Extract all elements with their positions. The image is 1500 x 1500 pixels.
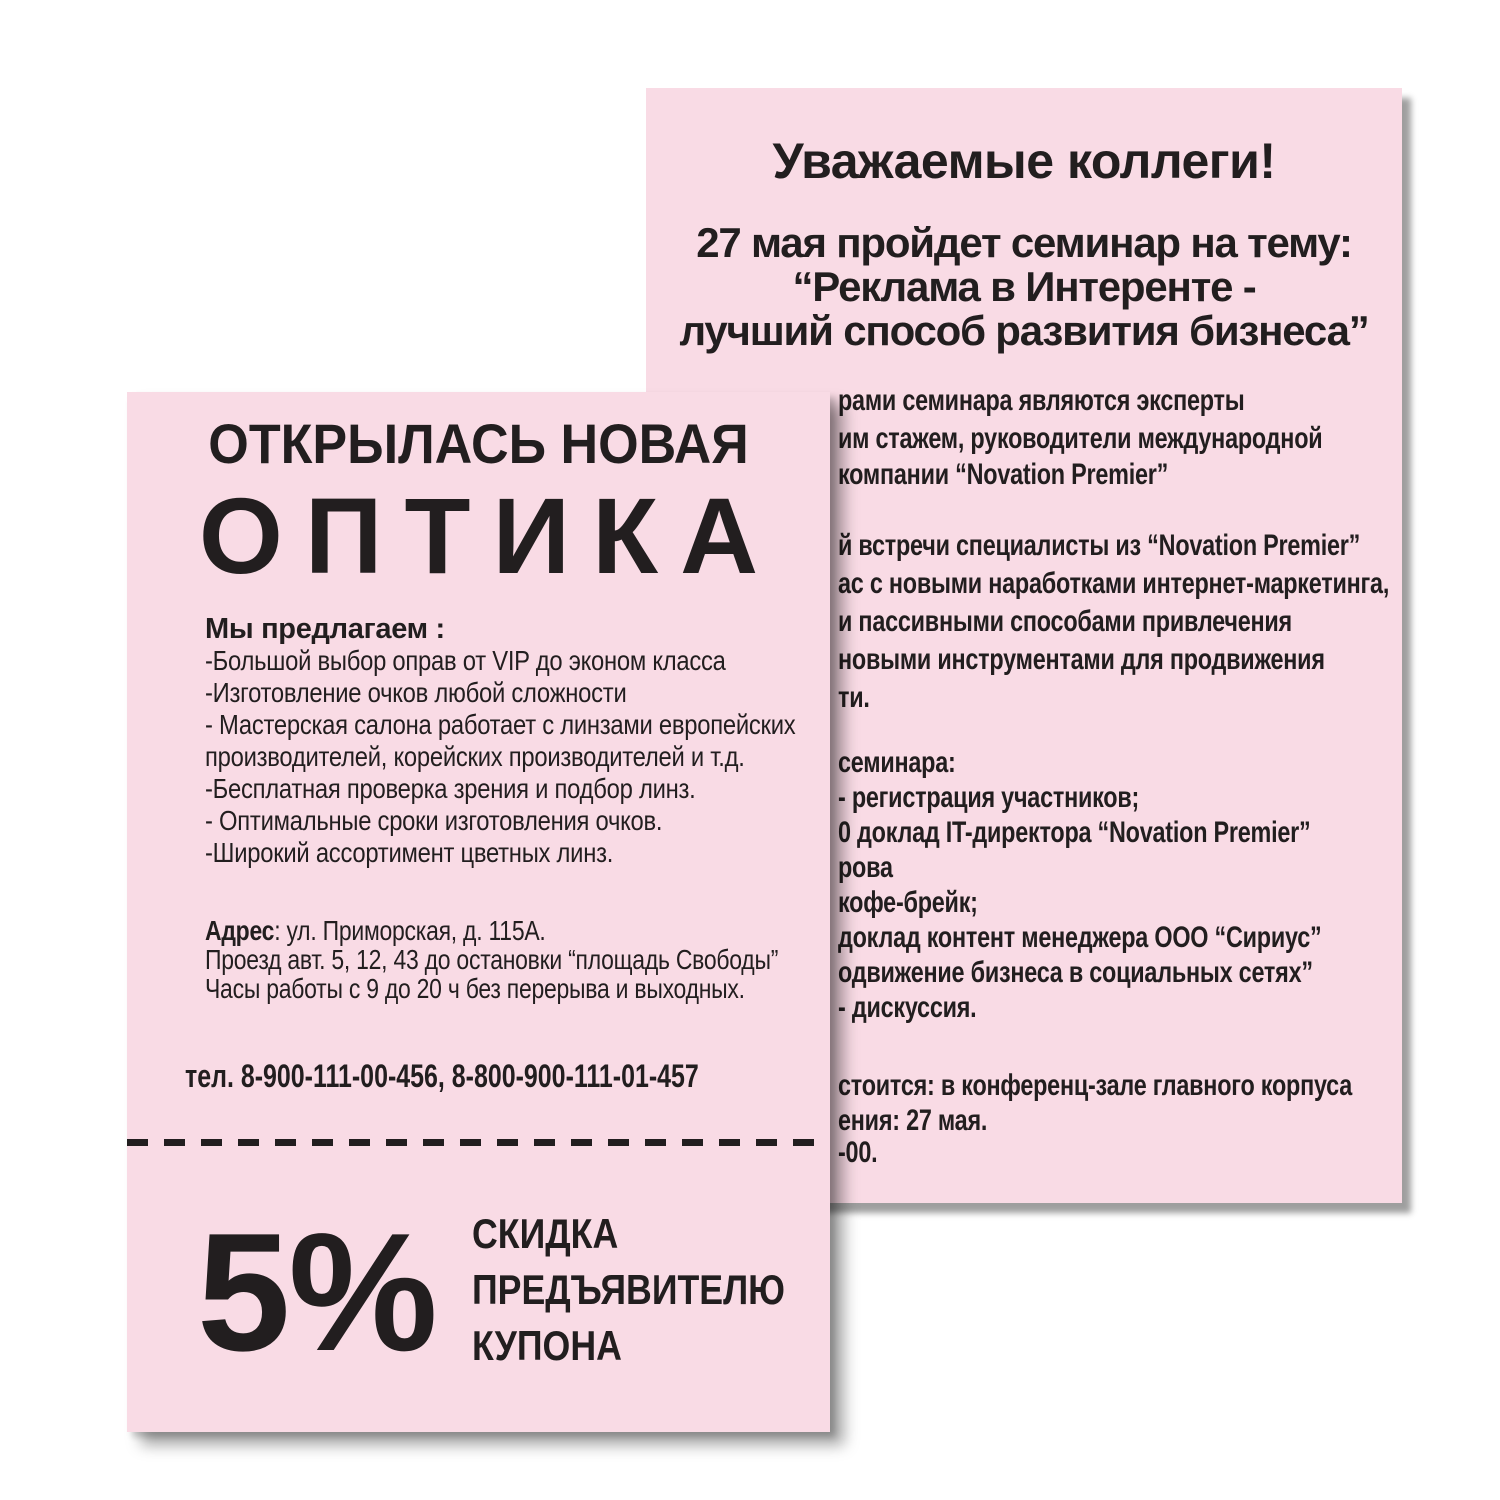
discount-percent: 5% xyxy=(197,1198,436,1386)
seminar-program-fragment: 0 доклад IT-директора “Novation Premier” xyxy=(838,816,1311,849)
seminar-text-fragment: й встречи специалисты из “Novation Premier” xyxy=(838,529,1361,562)
seminar-subtitle xyxy=(646,221,1402,353)
offer-item: -Широкий ассортимент цветных линз. xyxy=(205,837,614,868)
seminar-text-fragment: рами семинара являются эксперты xyxy=(838,384,1245,417)
offer-item: -Изготовление очков любой сложности xyxy=(205,677,627,708)
hours-line: Часы работы с 9 до 20 ч без перерыва и выходных. xyxy=(205,973,745,1004)
phone-line: тел. 8-900-111-00-456, 8-800-900-111-01-457 xyxy=(185,1058,699,1094)
seminar-program-fragment: - регистрация участников; xyxy=(838,781,1140,814)
seminar-program-fragment: доклад контент менеджера ООО “Сириус” xyxy=(838,921,1322,954)
offers-title: Мы предлагаем : xyxy=(205,613,445,645)
offer-item: производителей, корейских производителей и т.д. xyxy=(205,741,745,772)
seminar-text-fragment: ас с новыми наработками интернет-маркетинга, xyxy=(838,567,1390,600)
offer-item: - Мастерская салона работает с линзами европейских xyxy=(205,709,796,740)
coupon-text xyxy=(472,1206,785,1374)
seminar-text-fragment: им стажем, руководители международной xyxy=(838,422,1323,455)
offers-list xyxy=(205,645,795,869)
seminar-subtitle-line1: 27 мая пройдет семинар на тему: xyxy=(696,219,1352,266)
optics-flyer xyxy=(127,392,830,1432)
seminar-time-fragment: -00. xyxy=(838,1136,878,1169)
coupon-text-line1: СКИДКА xyxy=(472,1210,619,1257)
seminar-subtitle-line2: “Реклама в Интеренте - xyxy=(792,263,1256,310)
seminar-text-fragment: ти. xyxy=(838,681,870,714)
seminar-text-fragment: компании “Novation Premier” xyxy=(838,458,1169,491)
seminar-venue-line xyxy=(838,1071,1352,1101)
address-block xyxy=(205,916,778,1003)
offer-item: -Большой выбор оправ от VIP до эконом класса xyxy=(205,645,726,676)
seminar-program-fragment: - дискуссия. xyxy=(838,991,977,1024)
seminar-program-fragment: кофе-брейк; xyxy=(838,886,978,919)
seminar-greeting: Уважаемые коллеги! xyxy=(772,133,1276,189)
address-line xyxy=(205,916,778,945)
address-value: : ул. Приморская, д. 115А. xyxy=(274,915,546,946)
seminar-date-fragment: ения: 27 мая. xyxy=(838,1104,988,1137)
address-label: Адрес xyxy=(205,915,275,946)
coupon-cut-line xyxy=(127,1139,830,1146)
seminar-program-fragment: одвижение бизнеса в социальных сетях” xyxy=(838,956,1313,989)
transit-line: Проезд авт. 5, 12, 43 до остановки “площадь Свободы” xyxy=(205,944,779,975)
coupon-text-line3: КУПОНА xyxy=(472,1322,622,1369)
seminar-program-fragment: рова xyxy=(838,851,893,884)
offer-item: -Бесплатная проверка зрения и подбор линз. xyxy=(205,773,696,804)
seminar-program-fragment: семинара: xyxy=(838,746,956,779)
seminar-text-fragment: новыми инструментами для продвижения xyxy=(838,643,1325,676)
seminar-venue-label: стоится: xyxy=(838,1069,935,1102)
seminar-subtitle-line3: лучший способ развития бизнеса” xyxy=(679,307,1369,354)
offer-item: - Оптимальные сроки изготовления очков. xyxy=(205,805,663,836)
seminar-venue-rest: в конференц-зале главного корпуса xyxy=(934,1069,1353,1102)
coupon-text-line2: ПРЕДЪЯВИТЕЛЮ xyxy=(472,1266,785,1313)
optics-headline-big: ОПТИКА xyxy=(198,475,781,596)
seminar-text-fragment: и пассивными способами привлечения xyxy=(838,605,1292,638)
optics-headline-small: ОТКРЫЛАСЬ НОВАЯ xyxy=(208,412,749,475)
